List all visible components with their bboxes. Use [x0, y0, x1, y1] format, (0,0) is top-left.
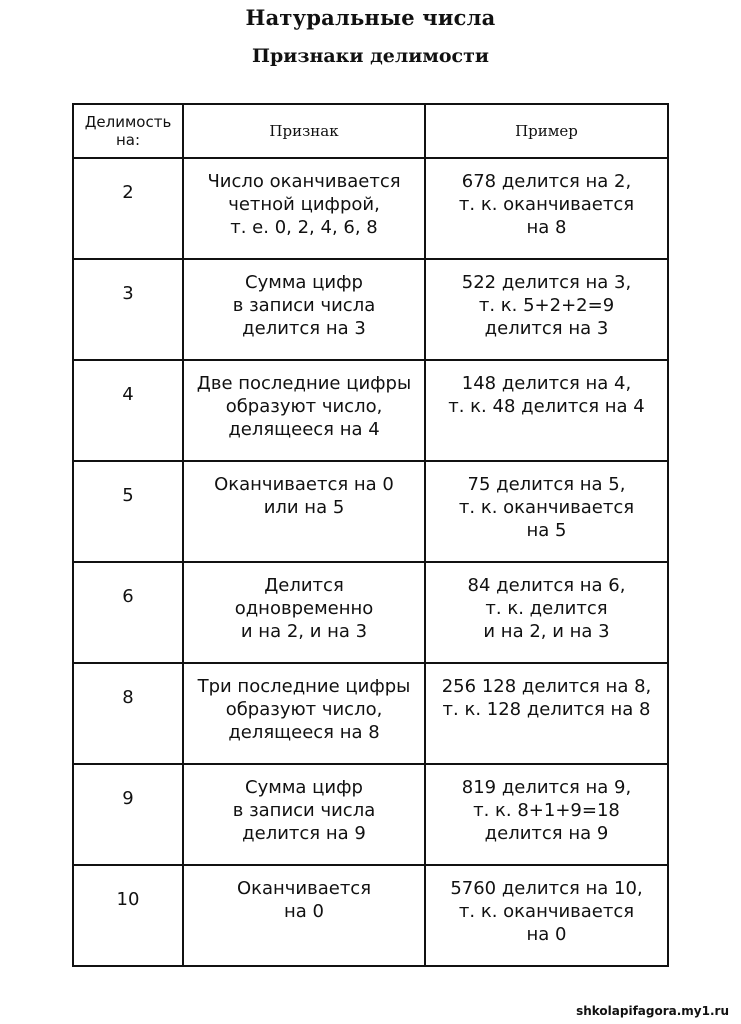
example-cell: [425, 259, 668, 360]
divisor-value: 4: [122, 384, 134, 405]
example-text: 5760 делится на 10, т. к. оканчивается на 0: [450, 878, 643, 945]
site-watermark: shkolapifagora.my1.ru: [576, 1004, 729, 1018]
page-title: Натуральные числа: [245, 5, 496, 30]
example-cell: [425, 764, 668, 865]
rule-cell: [183, 764, 425, 865]
divisibility-table: [72, 103, 669, 967]
rule-cell: [183, 663, 425, 764]
page-subtitle: Признаки делимости: [252, 45, 489, 67]
example-text: 75 делится на 5, т. к. оканчивается на 5: [458, 474, 635, 541]
divisor-cell: [73, 562, 183, 663]
example-text: 522 делится на 3, т. к. 5+2+2=9 делится на 3: [461, 272, 632, 339]
table-row: [73, 663, 668, 764]
table-row: [73, 461, 668, 562]
header-example: Пример: [425, 104, 668, 158]
table-row: [73, 764, 668, 865]
example-cell: [425, 461, 668, 562]
divisor-cell: [73, 461, 183, 562]
table-row: [73, 562, 668, 663]
example-cell: [425, 158, 668, 259]
divisor-cell: [73, 764, 183, 865]
rule-text: Три последние цифры образуют число, делящееся на 8: [197, 676, 411, 743]
divisor-value: 8: [122, 687, 134, 708]
example-cell: [425, 360, 668, 461]
divisor-cell: [73, 663, 183, 764]
divisor-value: 2: [122, 182, 134, 203]
rule-cell: [183, 865, 425, 966]
rule-text: Две последние цифры образуют число, делящееся на 4: [196, 373, 412, 440]
example-text: 256 128 делится на 8, т. к. 128 делится на 8: [441, 676, 652, 720]
table-row: [73, 158, 668, 259]
divisor-cell: [73, 158, 183, 259]
rule-text: Оканчивается на 0 или на 5: [214, 474, 394, 518]
divisor-value: 10: [116, 889, 140, 910]
divisor-value: 6: [122, 586, 134, 607]
rule-cell: [183, 562, 425, 663]
rule-text: Сумма цифр в записи числа делится на 3: [232, 272, 376, 339]
divisor-value: 3: [122, 283, 134, 304]
table-row: [73, 360, 668, 461]
header-rule: Признак: [183, 104, 425, 158]
rule-text: Делится одновременно и на 2, и на 3: [234, 575, 374, 642]
rule-text: Сумма цифр в записи числа делится на 9: [232, 777, 376, 844]
rule-cell: [183, 461, 425, 562]
example-text: 84 делится на 6, т. к. делится и на 2, и на 3: [467, 575, 626, 642]
rule-text: Оканчивается на 0: [236, 878, 372, 922]
example-text: 819 делится на 9, т. к. 8+1+9=18 делится на 9: [461, 777, 632, 844]
rule-cell: [183, 259, 425, 360]
table-row: [73, 259, 668, 360]
rule-cell: [183, 158, 425, 259]
divisor-cell: [73, 259, 183, 360]
table-header-row: [73, 104, 668, 158]
divisor-cell: [73, 360, 183, 461]
divisor-value: 9: [122, 788, 134, 809]
example-cell: [425, 865, 668, 966]
rule-cell: [183, 360, 425, 461]
example-cell: [425, 663, 668, 764]
example-text: 678 делится на 2, т. к. оканчивается на 8: [458, 171, 635, 238]
divisor-cell: [73, 865, 183, 966]
example-cell: [425, 562, 668, 663]
divisor-value: 5: [122, 485, 134, 506]
header-divisibility: Делимость на:: [73, 104, 183, 158]
table-row: [73, 865, 668, 966]
rule-text: Число оканчивается четной цифрой, т. е. 0, 2, 4, 6, 8: [207, 171, 401, 238]
example-text: 148 делится на 4, т. к. 48 делится на 4: [448, 373, 645, 417]
